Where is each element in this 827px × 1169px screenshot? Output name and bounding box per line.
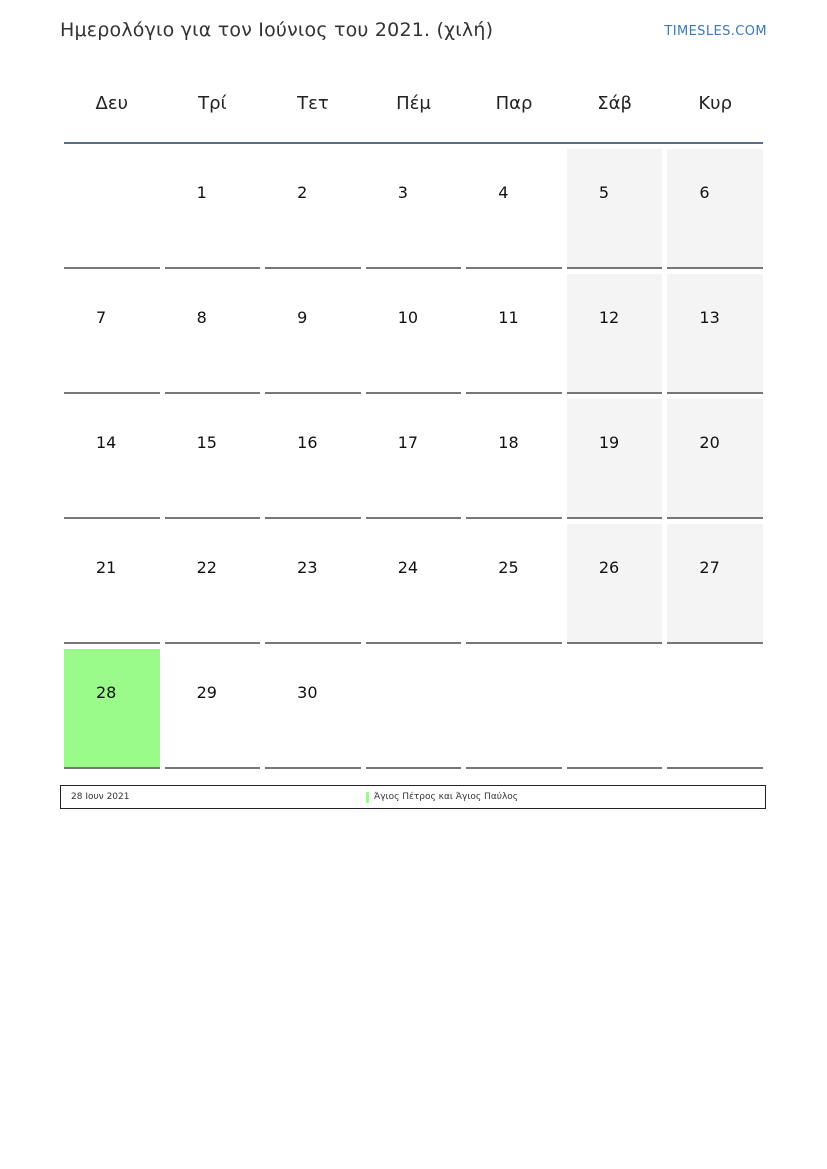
day-number: 24 [397,558,419,577]
day-cell [265,524,361,644]
day-number: 14 [96,433,117,452]
day-number: 7 [96,308,107,327]
day-number: 27 [699,558,720,577]
day-number: 30 [297,683,318,702]
week-row [64,149,763,269]
weekday-thu: Πέμ [396,93,431,114]
weekday-fri: Παρ [495,93,533,114]
day-number: 15 [196,433,217,452]
week-row [64,274,763,394]
day-cell [265,274,361,394]
day-cell [64,149,160,269]
day-cell [165,524,261,644]
day-number: 6 [699,183,710,202]
day-number: 13 [699,308,720,327]
day-number: 23 [297,558,318,577]
day-number: 28 [96,683,117,702]
day-cell [466,149,562,269]
day-cell-weekend [567,524,663,644]
day-cell-holiday [64,649,160,769]
holiday-date: 28 Ιουν 2021 [71,792,130,802]
day-cell [265,399,361,519]
day-cell [165,149,261,269]
holiday-name: Άγιος Πέτρος και Άγιος Παύλος [374,792,519,802]
day-cell [265,649,361,769]
week-row [64,399,763,519]
day-cell-weekend [567,399,663,519]
day-number: 2 [297,183,308,202]
day-number: 18 [498,433,519,452]
day-cell-weekend [667,524,763,644]
weekday-header-row [64,70,763,144]
holiday-legend [60,785,766,809]
day-number: 12 [598,308,620,327]
day-number: 3 [397,183,408,202]
day-number: 19 [598,433,620,452]
day-number: 25 [498,558,519,577]
day-number: 5 [598,183,610,202]
day-number: 17 [397,433,419,452]
week-row [64,524,763,644]
day-cell [64,524,160,644]
weekday-mon: Δευ [95,93,129,114]
day-cell-weekend [567,274,663,394]
day-number: 21 [96,558,117,577]
day-number: 20 [699,433,720,452]
day-cell-weekend [667,399,763,519]
day-cell [165,274,261,394]
day-cell [466,524,562,644]
day-cell [366,649,462,769]
page-title: Ημερολόγιο για τον Ιούνιος του 2021. (χιλή) [60,19,494,41]
weekday-tue: Τρί [198,93,227,114]
holiday-color-marker [366,792,369,803]
day-number: 11 [498,308,519,327]
brand-link[interactable]: TIMESLES.COM [664,24,767,39]
day-number: 29 [196,683,217,702]
day-cell [466,399,562,519]
day-cell [567,649,663,769]
day-cell-weekend [667,274,763,394]
day-cell [165,399,261,519]
day-cell-weekend [667,149,763,269]
day-cell [667,649,763,769]
day-cell [366,149,462,269]
day-cell [366,399,462,519]
weekday-wed: Τετ [297,93,329,114]
week-row [64,649,763,769]
weekday-sun: Κυρ [698,93,733,114]
day-number: 9 [297,308,308,327]
day-cell [466,649,562,769]
day-number: 16 [297,433,318,452]
day-cell [265,149,361,269]
day-number: 4 [498,183,509,202]
day-number: 22 [196,558,217,577]
day-number: 10 [397,308,419,327]
calendar-grid [64,70,763,774]
day-cell [165,649,261,769]
day-cell [64,399,160,519]
day-cell [366,274,462,394]
day-cell-weekend [567,149,663,269]
day-cell [64,274,160,394]
day-cell [366,524,462,644]
day-number: 26 [598,558,620,577]
day-number: 1 [196,183,207,202]
day-number: 8 [196,308,207,327]
weekday-sat: Σάβ [597,93,632,114]
day-cell [466,274,562,394]
